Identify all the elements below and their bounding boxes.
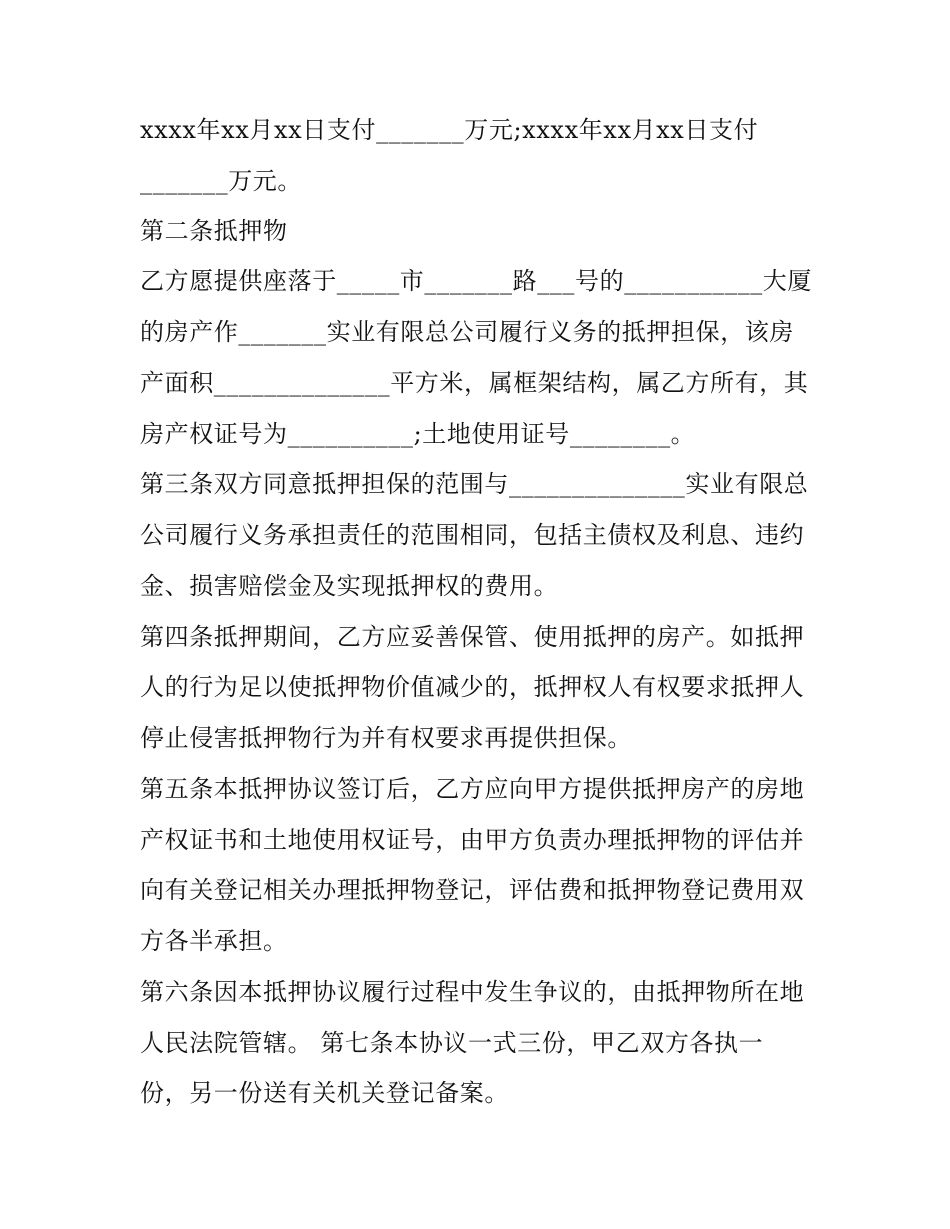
text-line: 公司履行义务承担责任的范围相同，包括主债权及利息、违约	[140, 521, 805, 549]
text-line: 乙方愿提供座落于_____市_______路___号的___________大厦	[140, 267, 812, 295]
section-heading: 第二条抵押物	[140, 217, 288, 245]
text-line: 第三条双方同意抵押担保的范围与______________实业有限总	[140, 470, 809, 498]
text-line: 产面积______________平方米，属框架结构，属乙方所有，其	[140, 369, 809, 397]
text-line: 份，另一份送有关机关登记备案。	[140, 1079, 509, 1107]
text-line: _______万元。	[140, 167, 302, 195]
text-line: xxxx年xx月xx日支付_______万元;xxxx年xx月xx日支付	[140, 116, 759, 144]
text-line: 人的行为足以使抵押物价值减少的，抵押权人有权要求抵押人	[140, 673, 805, 701]
text-line: 房产权证号为__________;土地使用证号________。	[140, 420, 696, 448]
text-line: 金、损害赔偿金及实现抵押权的费用。	[140, 572, 559, 600]
text-line: 第四条抵押期间，乙方应妥善保管、使用抵押的房产。如抵押	[140, 623, 805, 651]
text-line: 第五条本抵押协议签订后，乙方应向甲方提供抵押房产的房地	[140, 775, 805, 803]
text-line: 向有关登记相关办理抵押物登记，评估费和抵押物登记费用双	[140, 876, 805, 904]
text-line: 人民法院管辖。 第七条本协议一式三份，甲乙双方各执一	[140, 1029, 764, 1057]
text-line: 停止侵害抵押物行为并有权要求再提供担保。	[140, 724, 632, 752]
text-line: 方各半承担。	[140, 927, 288, 955]
text-line: 第六条因本抵押协议履行过程中发生争议的，由抵押物所在地	[140, 978, 805, 1006]
text-line: 的房产作_______实业有限总公司履行义务的抵押担保，该房	[140, 318, 794, 346]
text-line: 产权证书和土地使用权证号，由甲方负责办理抵押物的评估并	[140, 826, 805, 854]
